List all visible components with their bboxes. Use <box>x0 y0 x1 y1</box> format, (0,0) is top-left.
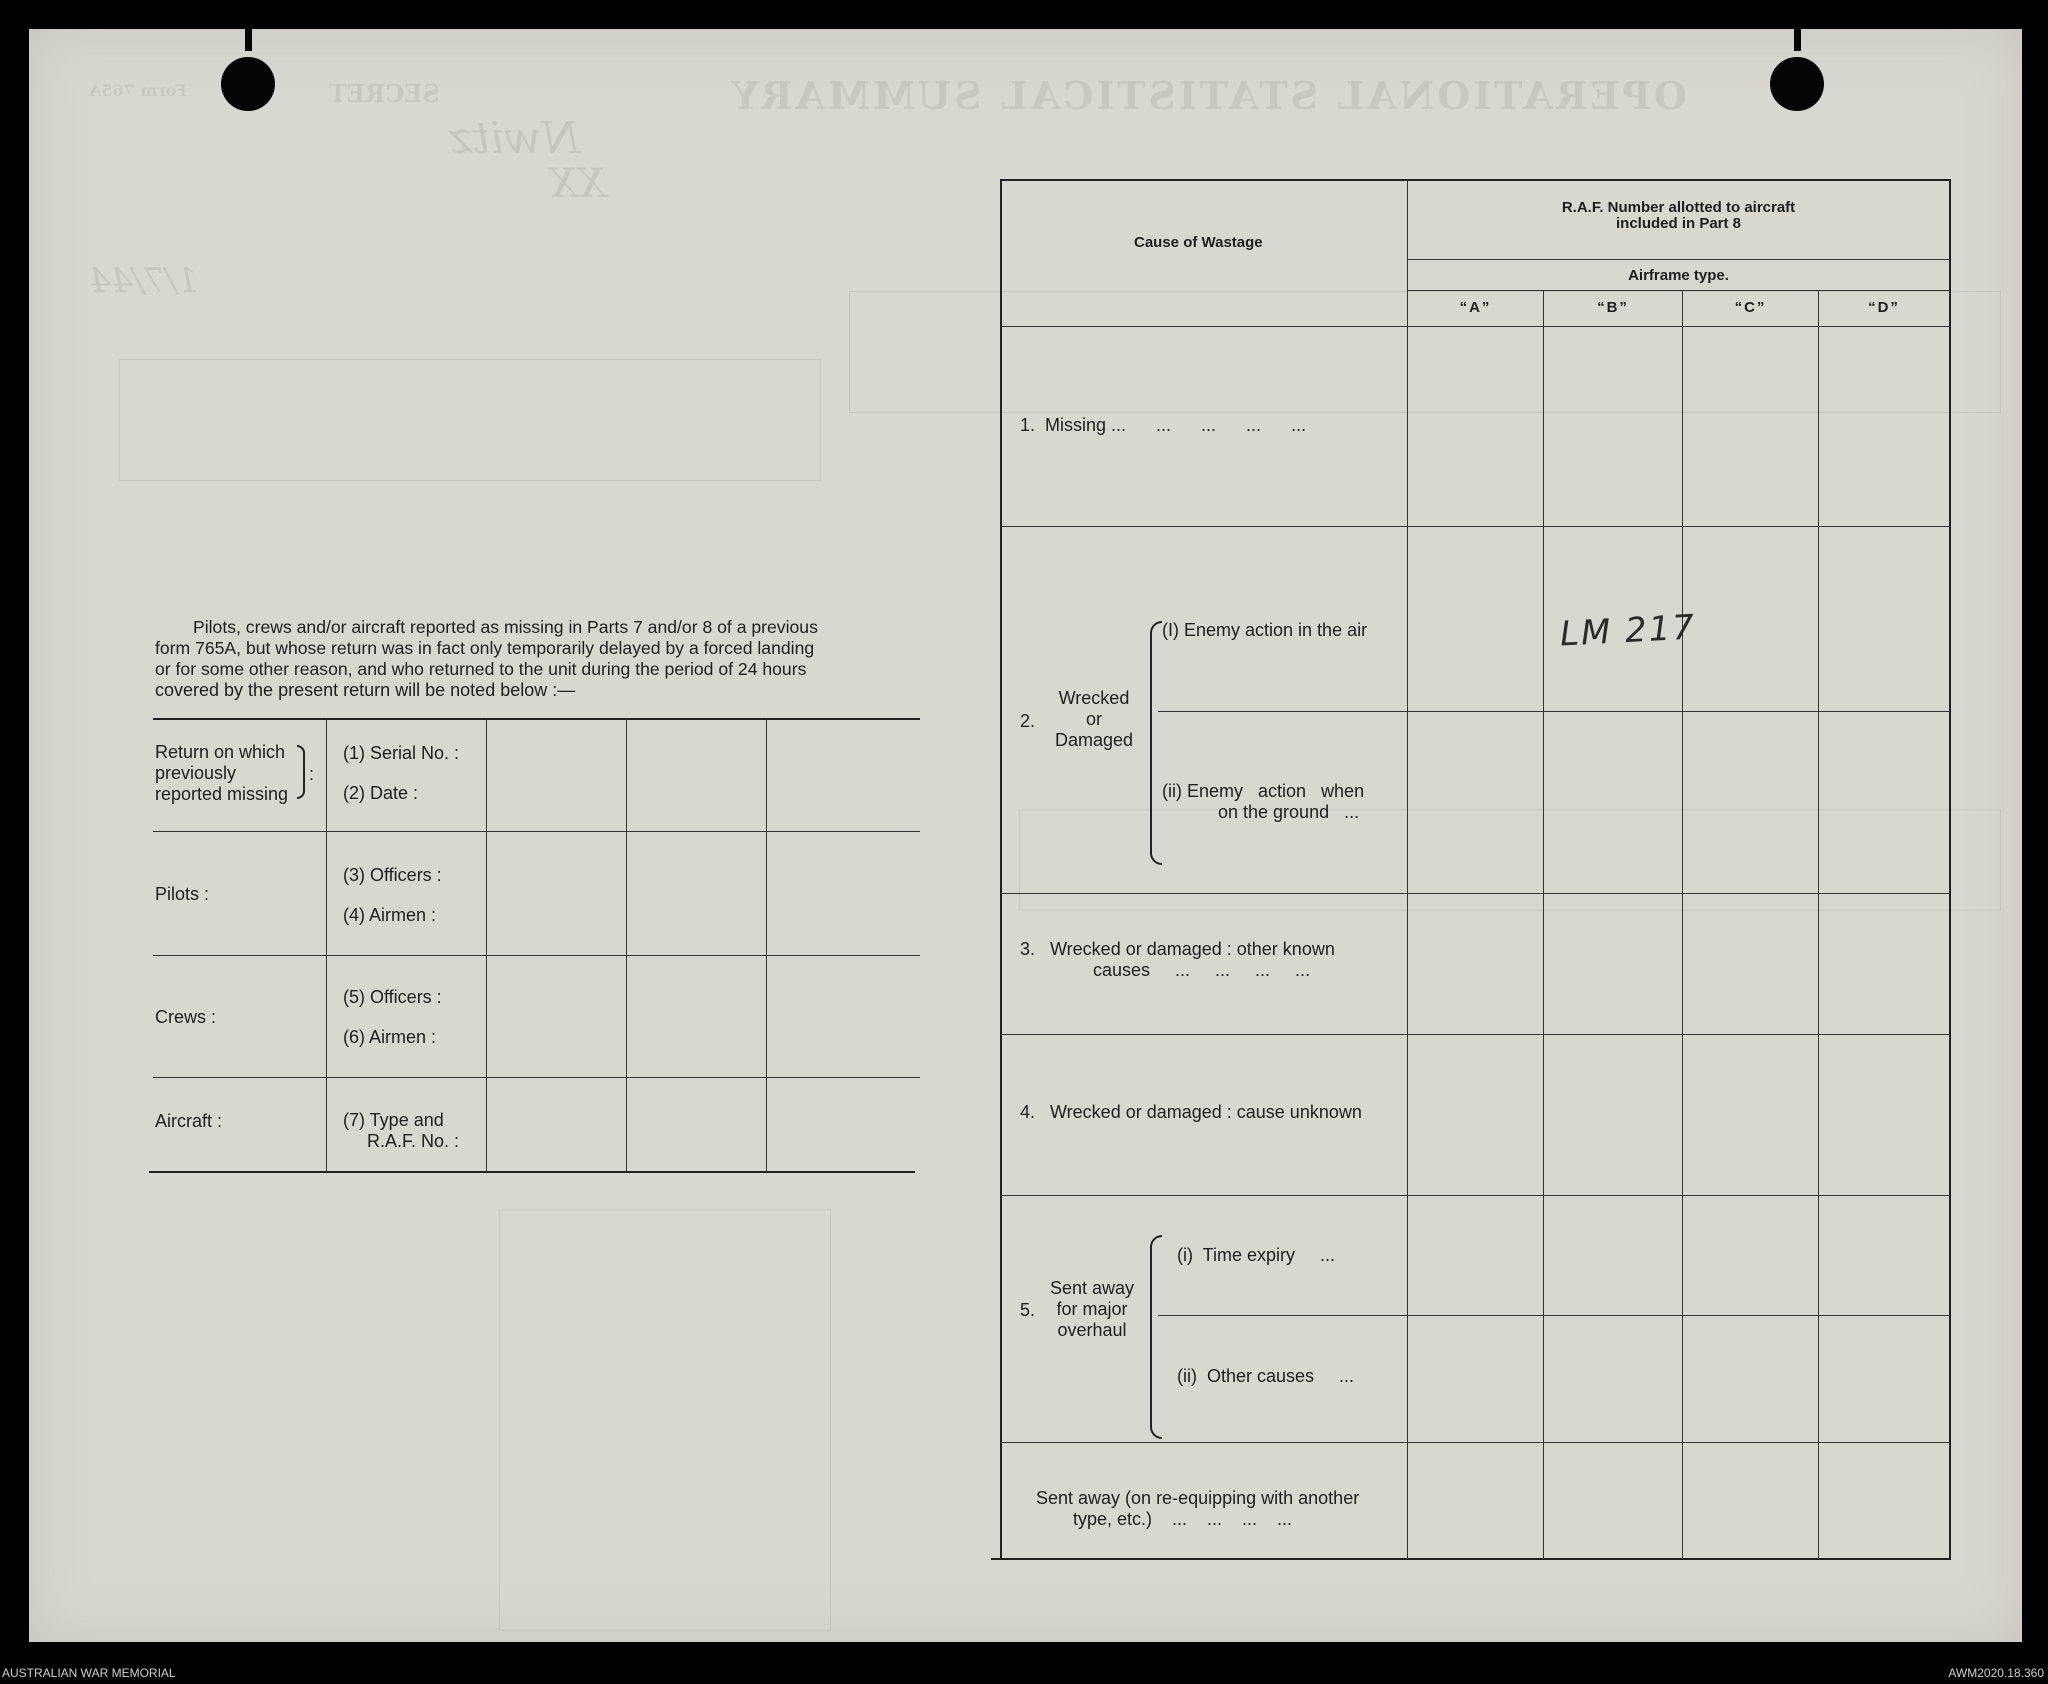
pilots-label: Pilots : <box>155 884 210 904</box>
other-known-causes-line-1: 3. Wrecked or damaged : other known <box>1020 939 1335 959</box>
left-table-top-rule <box>153 718 920 720</box>
crews-officers-label: (5) Officers : <box>343 987 442 1007</box>
aircraft-label: Aircraft : <box>155 1111 223 1131</box>
wrecked-row-brace <box>1150 621 1162 865</box>
overhaul-row-label-line-3: overhaul <box>1057 1320 1127 1340</box>
wrecked-row-label-line-2: or <box>1085 709 1102 729</box>
crews-airmen-label: (6) Airmen : <box>343 1027 437 1047</box>
bleed-through-grid-3 <box>1019 809 2001 911</box>
row-rule-after-wrecked <box>1000 893 1950 894</box>
column-header-c: “C” <box>1734 299 1767 316</box>
overhaul-row-brace <box>1150 1235 1162 1439</box>
reequipping-line-2: type, etc.) ... ... ... ... <box>1073 1509 1293 1529</box>
bleed-through-grid-2 <box>119 359 821 481</box>
binder-hole-left-stem <box>245 29 252 51</box>
raf-header-rule <box>1407 259 1950 260</box>
left-table-col-divider-3 <box>626 718 627 1171</box>
row-rule-enemy-split <box>1158 711 1950 712</box>
other-known-causes-line-2: causes ... ... ... ... <box>1093 960 1311 980</box>
bleed-through-handwriting-1: Nwitz <box>449 113 581 164</box>
handwritten-raf-number: LM 217 <box>1559 607 1697 655</box>
left-table-col-divider-2 <box>486 718 487 1171</box>
cause-unknown-label: 4. Wrecked or damaged : cause unknown <box>1020 1102 1362 1122</box>
missing-row-label: 1. Missing ... ... ... ... ... <box>1020 415 1307 435</box>
overhaul-row-label-line-2: for major <box>1056 1299 1128 1319</box>
left-table-row-rule-1 <box>153 831 920 832</box>
column-divider-b-c <box>1682 290 1683 1559</box>
left-table-col-divider-4 <box>766 718 767 1171</box>
row-rule-after-unknown <box>1000 1195 1950 1196</box>
wastage-table-left-border <box>1000 179 1002 1559</box>
bleed-through-handwriting-2: XX <box>549 161 606 207</box>
left-table-col-divider-1 <box>326 718 327 1171</box>
binder-hole-left <box>221 57 275 111</box>
row-rule-after-other-known <box>1000 1034 1950 1035</box>
bleed-through-title: OPERATIONAL STATISTICAL SUMMARY <box>729 73 1687 118</box>
raf-number-header-line-1: R.A.F. Number allotted to aircraft <box>1561 199 1796 216</box>
wastage-table-right-border <box>1949 179 1951 1560</box>
time-expiry-label: (i) Time expiry ... <box>1177 1245 1336 1265</box>
wastage-table-bottom-border <box>991 1558 1950 1560</box>
cause-of-wastage-header: Cause of Wastage <box>1134 234 1263 251</box>
row-rule-overhaul-split <box>1158 1315 1950 1316</box>
aircraft-raf-no-label: R.A.F. No. : <box>367 1131 460 1151</box>
left-table-bottom-rule <box>149 1171 915 1173</box>
binder-hole-right-stem <box>1794 29 1801 51</box>
missing-note-line-4: covered by the present return will be noted below :— <box>155 680 576 700</box>
return-group-label-line-1: Return on which <box>155 742 286 762</box>
enemy-action-air-label: (I) Enemy action in the air <box>1162 620 1368 640</box>
pilots-airmen-label: (4) Airmen : <box>343 905 437 925</box>
wrecked-row-label-line-3: Damaged <box>1054 730 1134 750</box>
column-header-d: “D” <box>1868 299 1900 316</box>
date-label: (2) Date : <box>343 783 419 803</box>
left-table-row-rule-3 <box>153 1077 920 1078</box>
missing-note-line-3: or for some other reason, and who returned to the unit during the period of 24 hours <box>155 659 807 679</box>
aircraft-type-label: (7) Type and <box>343 1110 444 1130</box>
raf-number-header-line-2: included in Part 8 <box>1615 215 1742 232</box>
reequipping-line-1: Sent away (on re-equipping with another <box>1036 1488 1360 1508</box>
missing-note-line-1: Pilots, crews and/or aircraft reported as missing in Parts 7 and/or 8 of a previous <box>193 617 818 637</box>
row-rule-after-overhaul <box>1000 1442 1950 1443</box>
airframe-header-rule <box>1407 290 1950 291</box>
column-header-a: “A” <box>1459 299 1492 316</box>
overhaul-row-number: 5. <box>1020 1300 1036 1320</box>
return-group-brace <box>297 745 305 799</box>
return-group-colon: : <box>309 764 315 784</box>
overhaul-row-label-line-1: Sent away <box>1049 1278 1135 1298</box>
row-rule-after-missing <box>1000 526 1950 527</box>
form-page <box>29 29 2022 1642</box>
crews-label: Crews : <box>155 1007 217 1027</box>
binder-hole-right <box>1770 57 1824 111</box>
enemy-action-ground-line-1: (ii) Enemy action when <box>1162 781 1365 801</box>
other-causes-label: (ii) Other causes ... <box>1177 1366 1355 1386</box>
serial-no-label: (1) Serial No. : <box>343 743 460 763</box>
bleed-through-grid-4 <box>499 1209 831 1631</box>
header-bottom-rule <box>1000 326 1950 327</box>
column-divider-a-b <box>1543 290 1544 1559</box>
airframe-type-header: Airframe type. <box>1628 267 1729 284</box>
enemy-action-ground-line-2: on the ground ... <box>1218 802 1360 822</box>
bleed-through-handwriting-3: 1/7/44 <box>89 261 199 301</box>
left-table-row-rule-2 <box>153 955 920 956</box>
missing-note-line-2: form 765A, but whose return was in fact only temporarily delayed by a forced landing <box>155 638 815 658</box>
bleed-through-form: Form 765A <box>89 81 187 100</box>
wrecked-row-number: 2. <box>1020 711 1036 731</box>
cause-column-divider <box>1407 179 1408 1559</box>
pilots-officers-label: (3) Officers : <box>343 865 442 885</box>
footer-accession-number: AWM2020.18.360 <box>1948 1666 2044 1680</box>
wrecked-row-label-line-1: Wrecked <box>1058 688 1130 708</box>
return-group-label-line-2: previously <box>155 763 237 783</box>
bleed-through-secret: SECRET <box>329 79 440 108</box>
footer-institution: AUSTRALIAN WAR MEMORIAL <box>2 1666 176 1680</box>
column-divider-c-d <box>1818 290 1819 1559</box>
wastage-table-top-border <box>1000 179 1951 181</box>
column-header-b: “B” <box>1597 299 1629 316</box>
return-group-label-line-3: reported missing <box>155 784 289 804</box>
